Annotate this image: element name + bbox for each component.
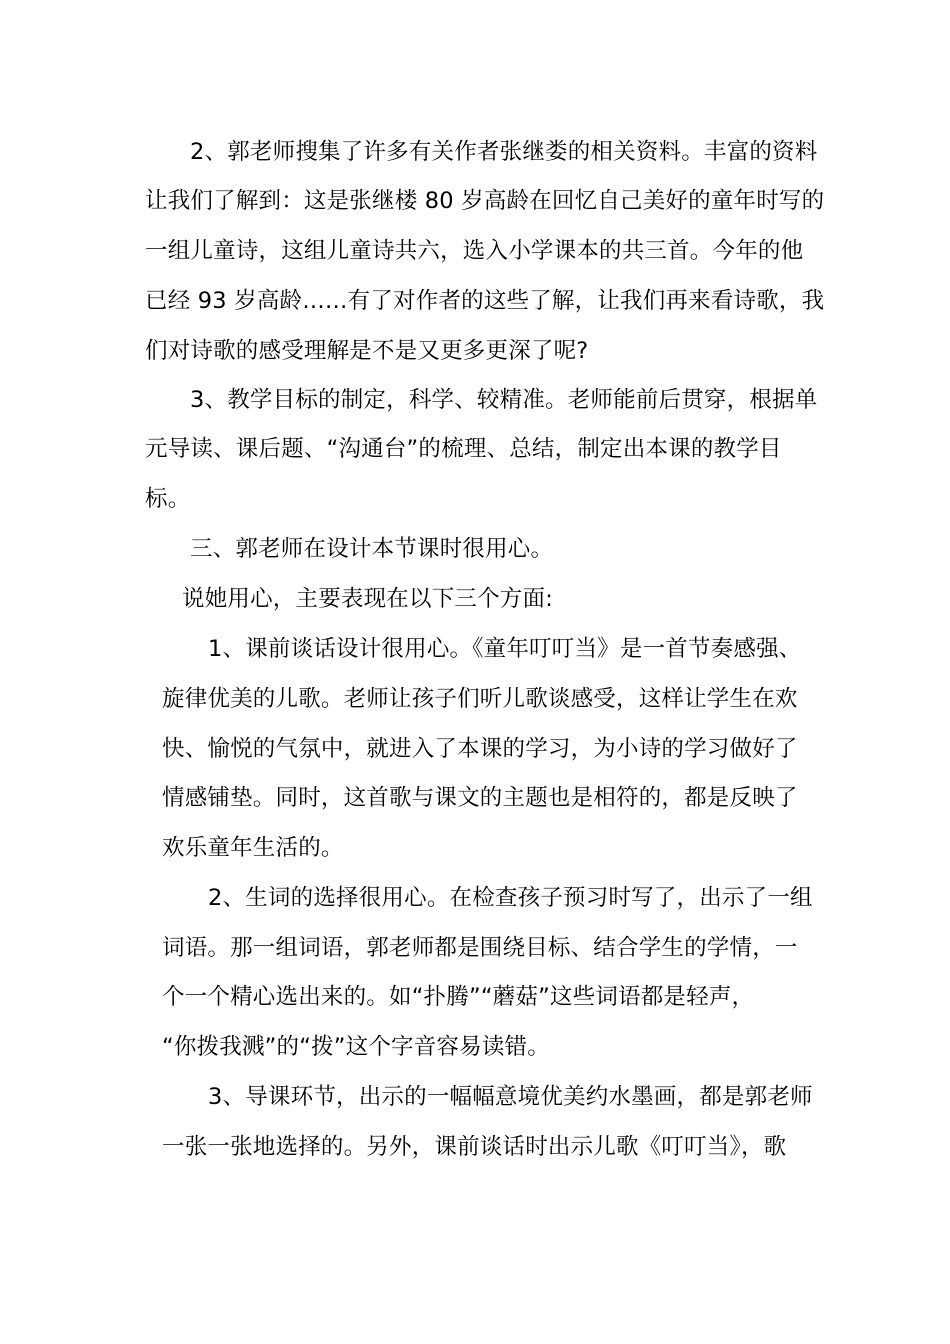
paragraph-5-line-1: 1、课前谈话设计很用心。《童年叮叮当》是一首节奏感强、 (208, 636, 802, 662)
paragraph-2-line-3: 标。 (145, 486, 191, 512)
paragraph-1-line-1: 2、郭老师搜集了许多有关作者张继娄的相关资料。丰富的资料 (190, 139, 818, 165)
section-heading-three: 三、郭老师在设计本节课时很用心。 (190, 536, 554, 562)
paragraph-1-line-4: 已经 93 岁高龄……有了对作者的这些了解，让我们再来看诗歌，我 (145, 288, 825, 314)
paragraph-5-line-2: 旋律优美的儿歌。老师让孩子们听儿歌谈感受，这样让学生在欢 (162, 686, 798, 712)
paragraph-6-line-1: 2、生词的选择很用心。在检查孩子预习时写了，出示了一组 (208, 885, 813, 911)
paragraph-2-line-2: 元导读、课后题、“沟通台”的梳理、总结，制定出本课的教学目 (145, 436, 782, 462)
paragraph-4-line-1: 说她用心，主要表现在以下三个方面: (182, 586, 553, 612)
paragraph-5-line-4: 情感铺垫。同时，这首歌与课文的主题也是相符的，都是反映了 (162, 785, 798, 811)
paragraph-7-line-2: 一张一张地选择的。另外，课前谈话时出示儿歌《叮叮当》，歌 (162, 1134, 787, 1160)
paragraph-5-line-3: 快、愉悦的气氛中，就进入了本课的学习，为小诗的学习做好了 (162, 736, 798, 762)
paragraph-2-line-1: 3、教学目标的制定，科学、较精准。老师能前后贯穿，根据单 (190, 387, 818, 413)
paragraph-7-line-1: 3、导课环节，出示的一幅幅意境优美约水墨画，都是郭老师 (208, 1084, 813, 1110)
paragraph-1-line-2: 让我们了解到：这是张继楼 80 岁高龄在回忆自己美好的童年时写的 (145, 188, 825, 214)
paragraph-1-line-3: 一组儿童诗，这组儿童诗共六，选入小学课本的共三首。今年的他 (145, 238, 804, 264)
paragraph-6-line-4: “你拨我溅”的“拨”这个字音容易读错。 (162, 1034, 550, 1060)
paragraph-6-line-3: 个一个精心选出来的。如“扑腾”“蘑菇”这些词语都是轻声， (162, 984, 755, 1010)
paragraph-5-line-5: 欢乐童年生活的。 (162, 835, 344, 861)
paragraph-6-line-2: 词语。那一组词语，郭老师都是围绕目标、结合学生的学情，一 (162, 935, 798, 961)
paragraph-1-line-5: 们对诗歌的感受理解是不是又更多更深了呢? (145, 338, 589, 364)
